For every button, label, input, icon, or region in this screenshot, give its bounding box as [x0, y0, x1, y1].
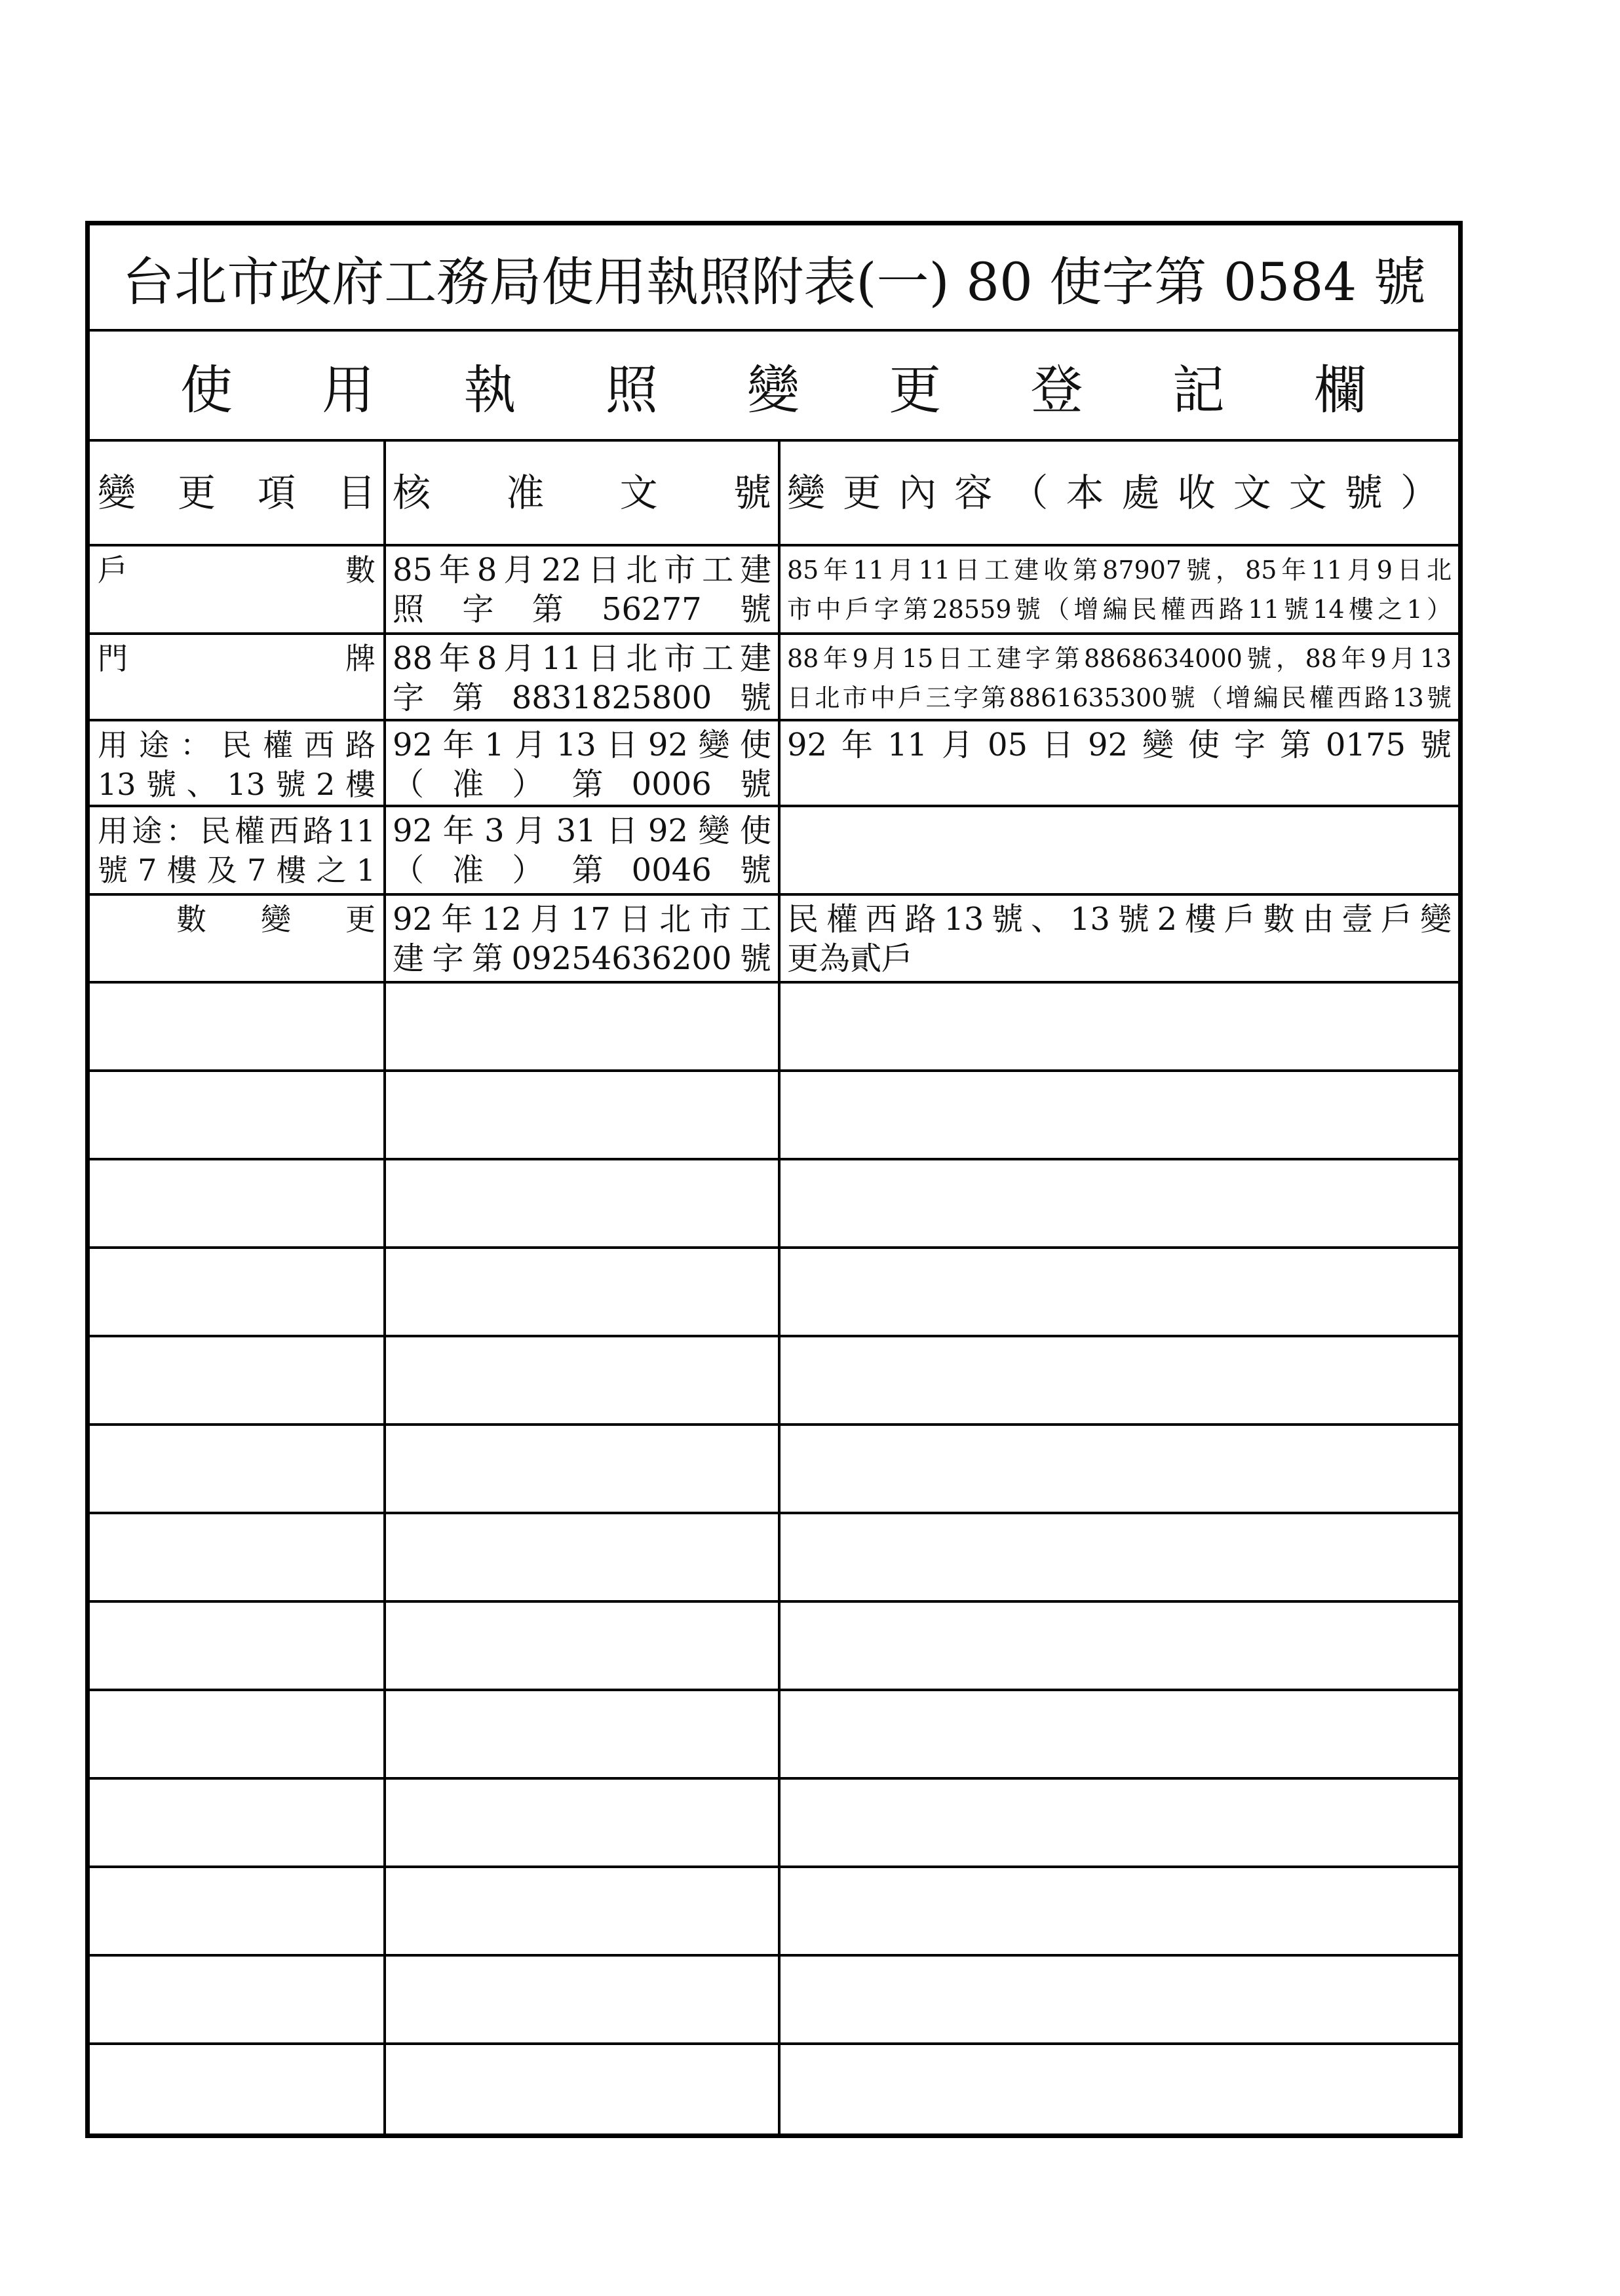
empty-approval-number-cell [386, 1780, 781, 1866]
section-heading-char: 執 [463, 359, 516, 421]
empty-change-content-cell [781, 1160, 1458, 1246]
empty-change-content-cell [781, 2045, 1458, 2133]
change-content-cell [781, 896, 1458, 981]
empty-change-content-cell [781, 984, 1458, 1069]
empty-approval-number-cell [386, 1957, 781, 2042]
empty-table-row [90, 984, 1458, 1072]
empty-change-item-cell [90, 1160, 386, 1246]
empty-change-item-cell [90, 1426, 386, 1512]
approval-number-cell [386, 807, 781, 893]
empty-change-content-cell [781, 1426, 1458, 1512]
column-header-row [90, 442, 1458, 546]
cell-text: 戶數 [98, 552, 376, 588]
cell-text: 建字第09254636200號 [393, 940, 771, 977]
empty-change-item-cell [90, 1868, 386, 1954]
empty-table-row [90, 1249, 1458, 1337]
cell-text: 日北市中戶三字第8861635300號（增編民權西路13號 [787, 683, 1452, 712]
change-content-cell [781, 635, 1458, 719]
change-item-cell [90, 546, 386, 632]
column-header-change-content: 變更內容（本處收文文號） [787, 470, 1452, 515]
table-row [90, 896, 1458, 984]
empty-change-item-cell [90, 1780, 386, 1866]
table-row [90, 721, 1458, 807]
empty-table-row [90, 1957, 1458, 2045]
cell-text: 用途：民權西路 [98, 727, 376, 763]
empty-approval-number-cell [386, 1337, 781, 1423]
cell-text: 88年9月15日工建字第8868634000號，88年9月13 [787, 644, 1452, 673]
change-item-cell [90, 807, 386, 893]
empty-change-item-cell [90, 2045, 386, 2133]
empty-approval-number-cell [386, 1249, 781, 1335]
empty-change-item-cell [90, 1957, 386, 2042]
empty-approval-number-cell [386, 984, 781, 1069]
approval-number-cell [386, 546, 781, 632]
cell-text: 92年12月17日北市工 [393, 901, 771, 938]
cell-text: 92年11月05日92變使字第0175號 [787, 727, 1452, 763]
cell-text: 民權西路13號、13號2樓戶數由壹戶變 [787, 901, 1452, 938]
change-item-cell [90, 635, 386, 719]
cell-text: （准）第0046號 [393, 852, 771, 889]
empty-change-content-cell [781, 1072, 1458, 1158]
cell-text: 照字第56277號 [393, 591, 771, 628]
section-heading-char: 更 [889, 359, 942, 421]
table-row [90, 807, 1458, 896]
cell-text: 88年8月11日北市工建 [393, 640, 771, 677]
empty-change-item-cell [90, 1072, 386, 1158]
empty-table-row [90, 1780, 1458, 1868]
empty-approval-number-cell [386, 1426, 781, 1512]
empty-change-content-cell [781, 1249, 1458, 1335]
empty-approval-number-cell [386, 2045, 781, 2133]
empty-table-row [90, 1603, 1458, 1691]
empty-change-content-cell [781, 1868, 1458, 1954]
empty-table-row [90, 1337, 1458, 1426]
cell-text: 市中戶字第28559號（增編民權西路11號14樓之1） [787, 595, 1452, 624]
change-item-cell [90, 896, 386, 981]
empty-table-row [90, 1514, 1458, 1603]
cell-text: 門牌 [98, 641, 376, 676]
section-heading-char: 欄 [1314, 359, 1366, 421]
change-content-cell [781, 721, 1458, 805]
section-heading-char: 用 [322, 359, 375, 421]
section-heading-char: 使 [180, 359, 233, 421]
empty-change-item-cell [90, 1514, 386, 1600]
empty-approval-number-cell [386, 1691, 781, 1777]
section-heading [90, 332, 1458, 442]
change-content-cell [781, 807, 1458, 893]
empty-table-row [90, 1426, 1458, 1514]
empty-approval-number-cell [386, 1603, 781, 1689]
approval-number-cell [386, 896, 781, 981]
table-row [90, 546, 1458, 635]
empty-table-row [90, 1868, 1458, 1957]
cell-text: 85年8月22日北市工建 [393, 552, 771, 588]
empty-change-content-cell [781, 1603, 1458, 1689]
approval-number-cell [386, 635, 781, 719]
empty-change-content-cell [781, 1780, 1458, 1866]
cell-text: 號7樓及7樓之1 [98, 852, 376, 888]
empty-table-row [90, 1072, 1458, 1160]
empty-approval-number-cell [386, 1514, 781, 1600]
cell-text: （准）第0006號 [393, 766, 771, 803]
empty-change-item-cell [90, 984, 386, 1069]
empty-approval-number-cell [386, 1868, 781, 1954]
empty-change-content-cell [781, 1957, 1458, 2042]
empty-change-item-cell [90, 1337, 386, 1423]
cell-text: 數變更 [176, 902, 376, 937]
change-item-cell [90, 721, 386, 805]
cell-text: 92年1月13日92變使 [393, 727, 771, 763]
table-row [90, 635, 1458, 721]
empty-change-content-cell [781, 1691, 1458, 1777]
empty-table-row [90, 2045, 1458, 2133]
section-heading-char: 照 [605, 359, 658, 421]
empty-change-item-cell [90, 1249, 386, 1335]
empty-approval-number-cell [386, 1160, 781, 1246]
section-heading-char: 變 [747, 359, 800, 421]
empty-change-content-cell [781, 1337, 1458, 1423]
column-header-change-item: 變更項目 [90, 442, 386, 544]
empty-table-row [90, 1691, 1458, 1780]
form-title: 台北市政府工務局使用執照附表(一) 80 使字第 0584 號 [90, 225, 1458, 332]
empty-approval-number-cell [386, 1072, 781, 1158]
column-header-approval-number: 核准文號 [386, 442, 781, 544]
cell-text: 13號、13號2樓 [98, 767, 376, 802]
approval-number-cell [386, 721, 781, 805]
registration-form-table [85, 221, 1463, 2138]
section-heading-char: 記 [1172, 359, 1225, 421]
cell-text: 更為貳戶 [787, 940, 914, 977]
cell-text: 用途：民權西路11 [98, 813, 376, 849]
empty-change-content-cell [781, 1514, 1458, 1600]
empty-change-item-cell [90, 1691, 386, 1777]
empty-change-item-cell [90, 1603, 386, 1689]
empty-table-row [90, 1160, 1458, 1249]
change-content-cell [781, 546, 1458, 632]
section-heading-char: 登 [1030, 359, 1083, 421]
cell-text: 字第8831825800號 [393, 679, 771, 716]
cell-text: 85年11月11日工建收第87907號，85年11月9日北 [787, 556, 1452, 584]
cell-text: 92年3月31日92變使 [393, 813, 771, 849]
